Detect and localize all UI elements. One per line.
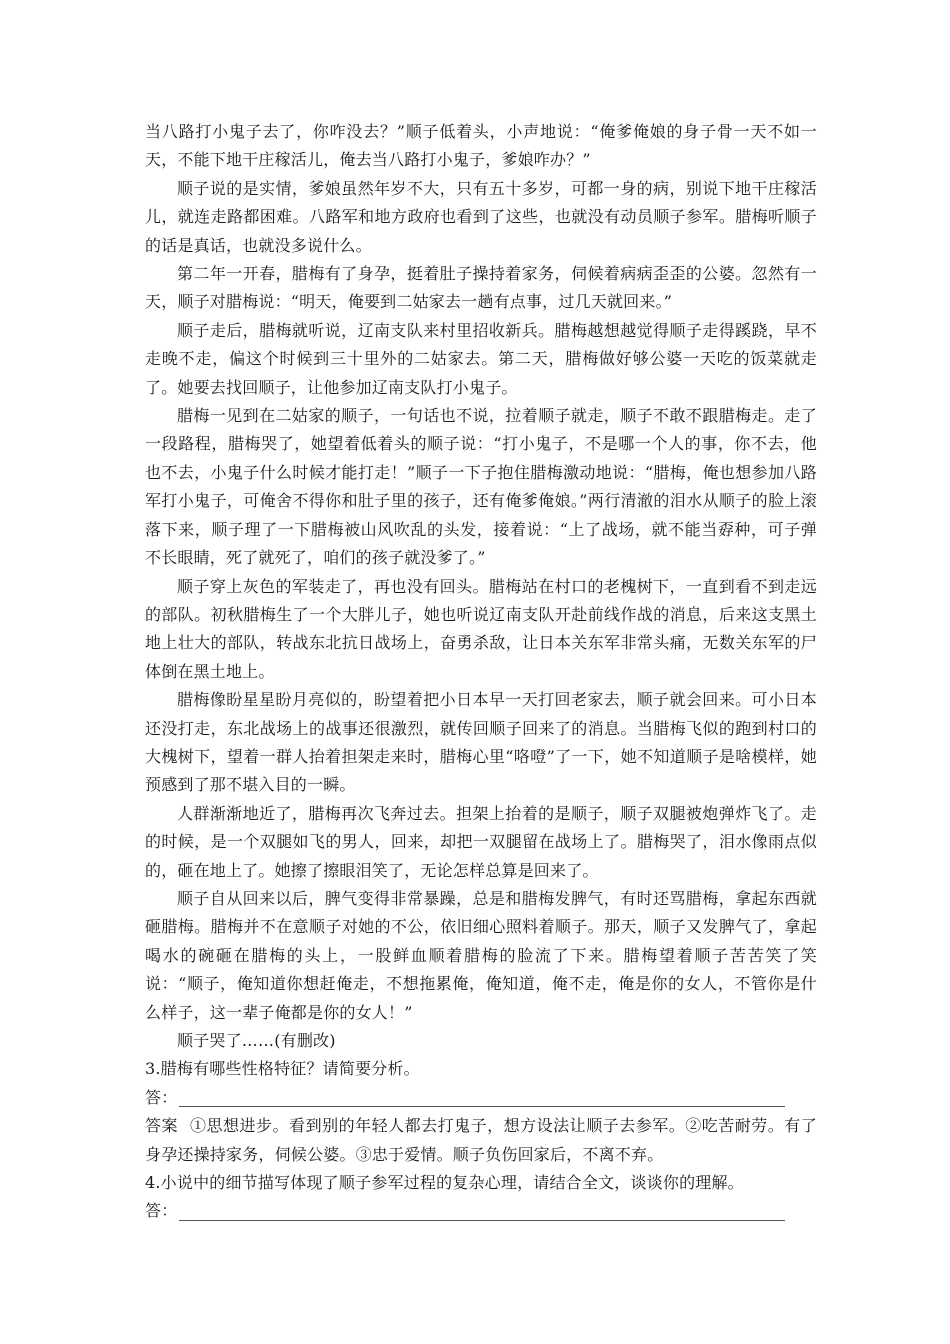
answer-blank[interactable] xyxy=(179,1086,785,1107)
answer-label: 答： xyxy=(145,1201,178,1221)
answer-key-text: ①思想进步。看到别的年轻人都去打鬼子，想方设法让顺子去参军。②吃苦耐劳。有了身孕还操持家务，伺候公婆。③忠于爱情。顺子负伤回家后，不离不弃。 xyxy=(145,1116,817,1164)
question-text: 3.腊梅有哪些性格特征？请简要分析。 xyxy=(145,1059,420,1079)
answer-blank[interactable] xyxy=(179,1200,785,1221)
passage-paragraph: 腊梅一见到在二姑家的顺子，一句话也不说，拉着顺子就走，顺子不敢不跟腊梅走。走了一段路程，腊梅哭了，她望着低着头的顺子说：“打小鬼子，不是哪一个人的事，你不去，他也不去，小鬼子什么时候才能打走！”顺子一下子抱住腊梅激动地说：“腊梅，俺也想参加八路军打小鬼子，可俺舍不得你和肚子里的孩子，还有俺爹俺娘。”两行清澈的泪水从顺子的脸上滚落下来，顺子理了一下腊梅被山风吹乱的头发，接着说：“上了战场，就不能当孬种，可子弹不长眼睛，死了就死了，咱们的孩子就没爹了。” xyxy=(145,406,817,568)
document-page xyxy=(145,118,817,1226)
answer-line xyxy=(145,1197,817,1225)
passage xyxy=(145,118,817,1055)
passage-paragraph: 顺子哭了……(有删改) xyxy=(177,1031,336,1050)
passage-paragraph: 第二年一开春，腊梅有了身孕，挺着肚子操持着家务，伺候着病病歪歪的公婆。忽然有一天，顺子对腊梅说：“明天，俺要到二姑家去一趟有点事，过几天就回来。” xyxy=(145,264,817,312)
answer-line xyxy=(145,1084,817,1112)
passage-paragraph: 顺子说的是实情，爹娘虽然年岁不大，只有五十多岁，可都一身的病，别说下地干庄稼活儿，就连走路都困难。八路军和地方政府也看到了这些，也就没有动员顺子参军。腊梅听顺子的话是真话，也就没多说什么。 xyxy=(145,178,817,255)
answer-key-label: 答案 xyxy=(145,1116,179,1136)
answer-label: 答： xyxy=(145,1087,178,1107)
question-3 xyxy=(145,1055,817,1169)
passage-paragraph: 顺子走后，腊梅就听说，辽南支队来村里招收新兵。腊梅越想越觉得顺子走得蹊跷，早不走晚不走，偏这个时候到三十里外的二姑家去。第二天，腊梅做好够公婆一天吃的饭菜就走了。她要去找回顺子，让他参加辽南支队打小鬼子。 xyxy=(145,320,817,397)
passage-paragraph: 当八路打小鬼子去了，你咋没去？”顺子低着头，小声地说：“俺爹俺娘的身子骨一天不如一天，不能下地干庄稼活儿，俺去当八路打小鬼子，爹娘咋办？” xyxy=(145,122,817,170)
passage-paragraph: 顺子穿上灰色的军装走了，再也没有回头。腊梅站在村口的老槐树下，一直到看不到走远的部队。初秋腊梅生了一个大胖儿子，她也听说辽南支队开赴前线作战的消息，后来这支黑土地上壮大的部队，转战东北抗日战场上，奋勇杀敌，让日本关东军非常头痛，无数关东军的尸体倒在黑土地上。 xyxy=(145,576,817,681)
question-4 xyxy=(145,1169,817,1226)
question-text: 4.小说中的细节描写体现了顺子参军过程的复杂心理，请结合全文，谈谈你的理解。 xyxy=(145,1173,744,1193)
passage-paragraph: 腊梅像盼星星盼月亮似的，盼望着把小日本早一天打回老家去，顺子就会回来。可小日本还没打走，东北战场上的战事还很激烈，就传回顺子回来了的消息。当腊梅飞似的跑到村口的大槐树下，望着一群人抬着担架走来时，腊梅心里“咯噔”了一下，她不知道顺子是啥模样，她预感到了那不堪入目的一瞬。 xyxy=(145,690,817,795)
answer-key xyxy=(145,1112,817,1169)
passage-paragraph: 顺子自从回来以后，脾气变得非常暴躁，总是和腊梅发脾气，有时还骂腊梅，拿起东西就砸腊梅。腊梅并不在意顺子对她的不公，依旧细心照料着顺子。那天，顺子又发脾气了，拿起喝水的碗砸在腊梅的头上，一股鲜血顺着腊梅的脸流了下来。腊梅望着顺子苦苦笑了笑说：“顺子，俺知道你想赶俺走，不想拖累俺，俺知道，俺不走，俺是你的女人，不管你是什么样子，这一辈子俺都是你的女人！” xyxy=(145,888,817,1022)
passage-paragraph: 人群渐渐地近了，腊梅再次飞奔过去。担架上抬着的是顺子，顺子双腿被炮弹炸飞了。走的时候，是一个双腿如飞的男人，回来，却把一双腿留在战场上了。腊梅哭了，泪水像雨点似的，砸在地上了。她擦了擦眼泪笑了，无论怎样总算是回来了。 xyxy=(145,803,817,880)
